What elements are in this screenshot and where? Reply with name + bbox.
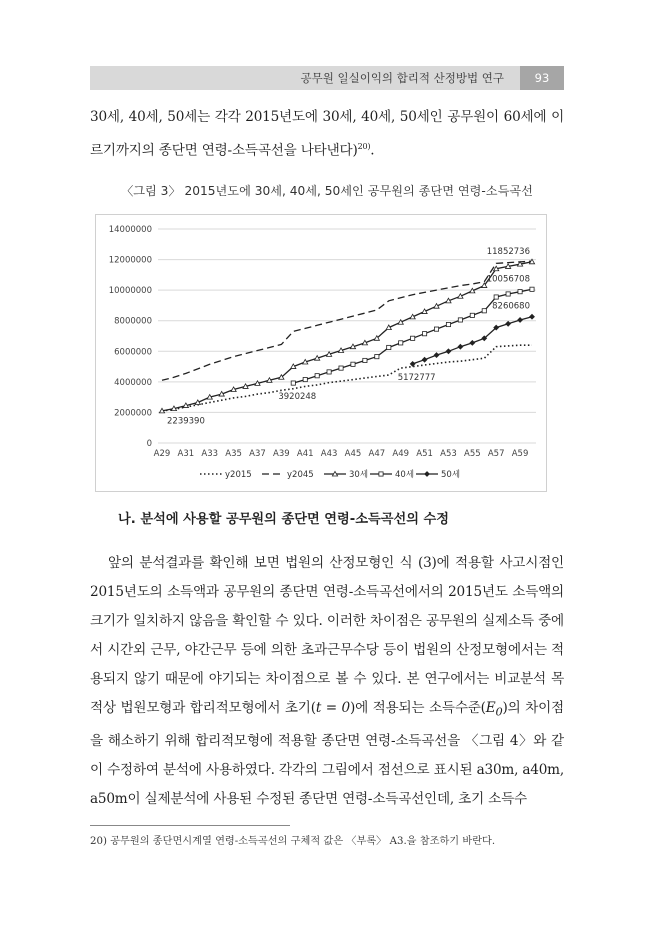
math-e0 [485, 700, 503, 719]
data-point [387, 345, 391, 349]
page-number-box [520, 66, 564, 90]
body-text-2: )에 적용되는 소득수준( [349, 700, 486, 716]
legend-label: y2045 [287, 470, 314, 480]
data-label: 11852736 [486, 246, 530, 257]
legend-label: y2015 [225, 470, 252, 480]
x-tick-label: A47 [368, 449, 386, 459]
math-e-sub: 0 [495, 704, 503, 719]
footnote-ref: 20) [357, 142, 371, 151]
x-tick-label: A39 [273, 449, 290, 459]
intro-end: . [370, 142, 375, 159]
x-tick-label: A53 [440, 449, 457, 459]
y-tick-label: 4000000 [114, 377, 152, 388]
y-tick-label: 12000000 [108, 255, 152, 266]
x-tick-label: A41 [296, 449, 314, 459]
data-label: 2239390 [167, 416, 205, 427]
body-text-1: 앞의 분석결과를 확인해 보면 법원의 산정모형인 식 (3)에 적용할 사고시점인 2015년도의 소득액과 공무원의 종단면 연령-소득곡선에서의 2015년도 소득액의 크기가 일치하지 않음을 확인할 수 있다. 이러한 차이점은 공무원의 실제소득 중에서 시간외 근무, 야간근무 등에 의한 초과근무수당 등이 법원의 산정모형에서는 적용되지 않기 때문에 야기되는 차이점으로 볼 수 있다. 본 연구에서는 비교분석 목적상 법원모형과 합리적모형에서 초기( [90, 555, 564, 716]
data-point [470, 313, 474, 317]
legend-marker [425, 472, 430, 477]
figure-caption: 〈그림 3〉 2015년도에 30세, 40세, 50세인 공무원의 종단면 연령-소득곡선 [121, 184, 533, 198]
body-paragraph [90, 549, 564, 814]
intro-text: 30세, 40세, 50세는 각각 2015년도에 30세, 40세, 50세인 공무원이 60세에 이르기까지의 종단면 연령-소득곡선을 나타낸다) [90, 109, 564, 159]
data-point [458, 318, 462, 322]
data-point [422, 357, 427, 362]
x-tick-label: A43 [320, 449, 338, 459]
x-tick-label: A49 [392, 449, 410, 459]
legend-label: 40세 [395, 470, 415, 480]
legend-marker [379, 472, 383, 476]
math-e: E [485, 700, 496, 716]
data-point [434, 353, 439, 358]
data-point [315, 374, 319, 378]
data-point [422, 332, 426, 336]
data-point [327, 370, 331, 374]
data-label: 3920248 [278, 392, 317, 403]
data-point [506, 321, 511, 326]
math-t0: t = 0 [315, 700, 350, 716]
x-tick-label: A31 [177, 449, 195, 459]
page-number: 93 [534, 71, 550, 85]
y-tick-label: 0 [146, 439, 152, 449]
data-point [518, 290, 522, 294]
data-point [351, 362, 355, 366]
x-tick-label: A35 [225, 449, 242, 459]
data-point [506, 292, 510, 296]
series-line [162, 262, 532, 411]
x-tick-label: A51 [416, 449, 433, 459]
section-heading: 나. 분석에 사용할 공무원의 종단면 연령-소득곡선의 수정 [118, 512, 450, 527]
body-text-3: )의 차이점을 해소하기 위해 합리적모형에 적용할 종단면 연령-소득곡선을 〈그림 4〉와 같이 수정하여 분석에 사용하였다. 각각의 그림에서 점선으로 표시된 a30m, a40m, a50m이 실제분석에 사용된 수정된 종단면 연령-소득곡선인데, 초기 소득수 [90, 700, 564, 807]
data-point [303, 377, 307, 381]
data-point [530, 287, 534, 291]
x-tick-label: A55 [464, 449, 481, 459]
data-point [494, 295, 498, 299]
y-tick-label: 8000000 [114, 316, 152, 327]
data-point [518, 317, 523, 322]
legend-label: 50세 [441, 470, 461, 480]
data-point [530, 314, 535, 319]
legend-label: 30세 [349, 470, 369, 480]
x-tick-label: A45 [344, 449, 362, 459]
running-title: 공무원 일실이익의 합리적 산정방법 연구 [300, 71, 504, 85]
x-tick-label: A33 [201, 449, 219, 459]
data-point [411, 336, 415, 340]
y-tick-label: 2000000 [114, 408, 152, 419]
data-label: 10056708 [486, 274, 530, 285]
data-point [375, 355, 379, 359]
data-point [399, 341, 403, 345]
data-point [482, 309, 486, 313]
data-label: 5172777 [397, 372, 436, 383]
footnote-rule [90, 825, 290, 826]
y-tick-label: 6000000 [114, 347, 152, 358]
x-tick-label: A59 [511, 449, 529, 459]
data-point [446, 349, 451, 354]
intro-paragraph [90, 103, 564, 166]
data-point [339, 366, 343, 370]
data-point [434, 327, 438, 331]
x-tick-label: A37 [249, 449, 266, 459]
y-tick-label: 14000000 [108, 225, 152, 235]
y-tick-label: 10000000 [108, 286, 152, 297]
data-point [291, 381, 295, 385]
data-point [470, 340, 475, 345]
running-header [90, 66, 564, 90]
x-tick-label: A29 [153, 449, 171, 459]
data-label: 8260680 [492, 301, 530, 312]
x-tick-label: A57 [487, 449, 505, 459]
chart-canvas [96, 215, 546, 491]
footnote: 20) 공무원의 종단면시계열 연령-소득곡선의 구체적 값은 〈부록〉 A3.을 참조하기 바란다. [90, 836, 496, 847]
data-point [458, 344, 463, 349]
line-chart [95, 214, 547, 492]
data-point [446, 322, 450, 326]
series-line [162, 345, 532, 411]
data-point [363, 358, 367, 362]
